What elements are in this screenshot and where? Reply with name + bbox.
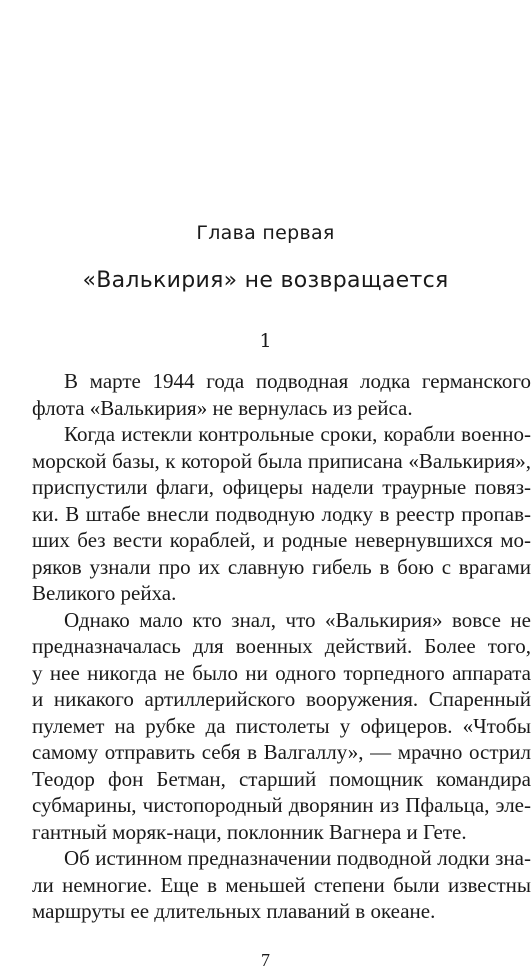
- text-line: В марте 1944 года подводная лодка германского: [64, 369, 531, 393]
- body-text: [0, 368, 531, 925]
- text-line: ли немногие. Еще в меньшей степени были известны: [32, 872, 531, 897]
- paragraph-3: [0, 607, 531, 846]
- text-line: Когда истекли контрольные сроки, корабли военно-: [64, 422, 531, 446]
- text-line: морской базы, к которой была приписана «Валькирия»,: [32, 448, 531, 473]
- section-number: 1: [259, 330, 272, 352]
- chapter-title: «Валькирия» не возвращается: [82, 268, 449, 293]
- text-line: Однако мало кто знал, что «Валькирия» вовсе не: [64, 607, 531, 632]
- paragraph-4: [0, 845, 531, 925]
- paragraph-1: [0, 368, 531, 421]
- text-line: субмарины, чистопородный дворянин из Пфальца, эле-: [32, 793, 531, 817]
- text-line: пулемет на рубке да пистолеты у офицеров. «Чтобы: [32, 713, 531, 738]
- text-line: приспустили флаги, офицеры надели траурные повяз-: [32, 475, 531, 499]
- text-line: и никакого артиллерийского вооружения. Спаренный: [32, 687, 531, 711]
- text-line: Великого рейха.: [32, 581, 177, 605]
- text-line: предназначалась для военных действий. Более того,: [32, 634, 531, 658]
- text-line: Об истинном предназначении подводной лодки зна-: [64, 846, 531, 870]
- chapter-label: Глава первая: [196, 222, 335, 244]
- page-number: 7: [261, 950, 270, 970]
- text-line: ряков узнали про их славную гибель в бою с врагами: [32, 554, 531, 579]
- text-line: ших без вести кораблей, и родные невернувшихся мо-: [32, 528, 531, 552]
- text-line: маршруты ее длительных плаваний в океане.: [32, 899, 436, 923]
- paragraph-2: [0, 421, 531, 607]
- text-line: флота «Валькирия» не вернулась из рейса.: [32, 395, 413, 420]
- text-line: гантный моряк-наци, поклонник Вагнера и Гете.: [32, 819, 467, 844]
- text-line: Теодор фон Бетман, старший помощник командира: [32, 766, 531, 791]
- text-line: у нее никогда не было ни одного торпедного аппарата: [32, 660, 531, 685]
- text-line: самому отправить себя в Валгаллу», — мрачно острил: [32, 740, 531, 764]
- text-line: ки. В штабе внесли подводную лодку в реестр пропав-: [32, 501, 531, 526]
